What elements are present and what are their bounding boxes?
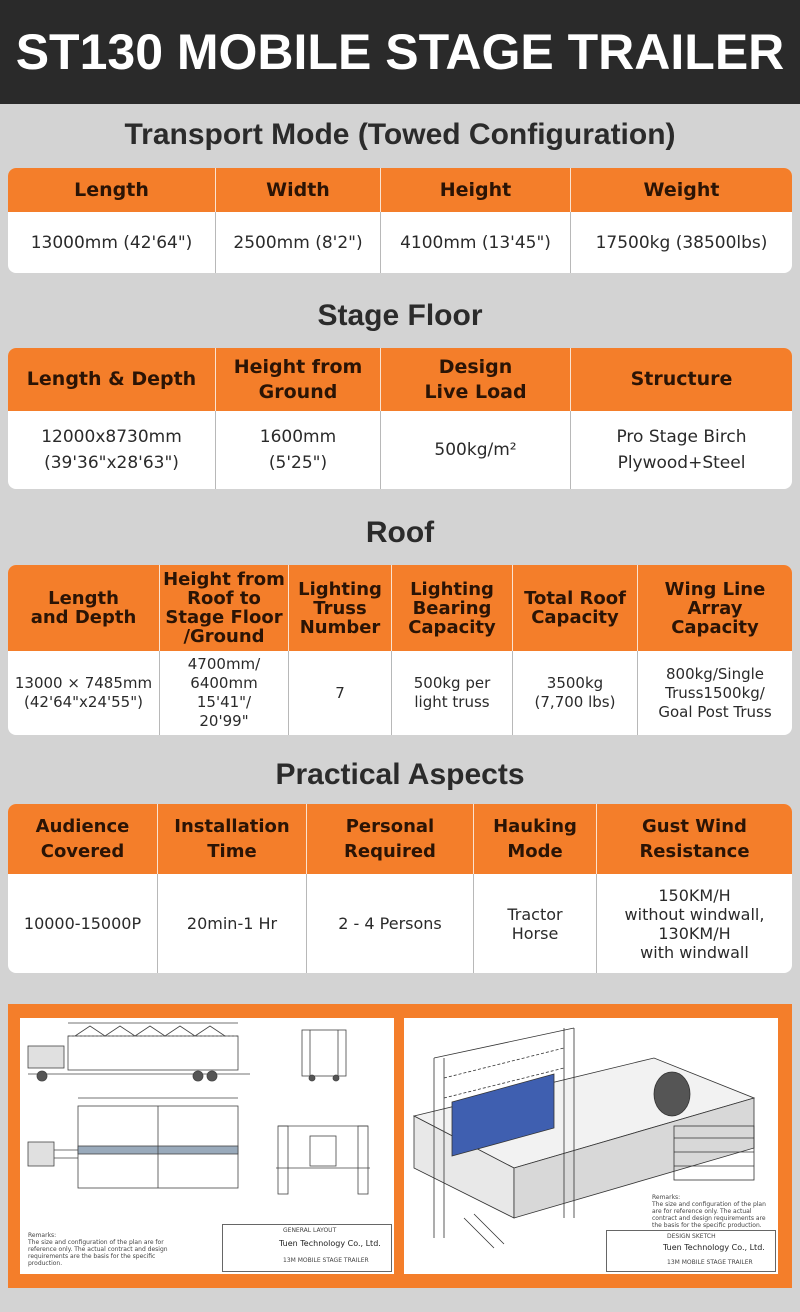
drawings-panel xyxy=(8,1004,792,1288)
transport-section-title: Transport Mode (Towed Configuration) xyxy=(124,118,676,151)
practical-section-title: Practical Aspects xyxy=(275,758,525,791)
transport-header-row xyxy=(8,168,792,212)
header-cell: Lighting Bearing Capacity xyxy=(392,565,513,651)
value-cell: 150KM/H without windwall, 130KM/H with windwall xyxy=(624,885,765,962)
header-cell: Height xyxy=(381,168,571,212)
stage-floor-value-row xyxy=(8,411,792,489)
title-banner xyxy=(0,0,800,104)
value-cell: 500kg/m² xyxy=(381,411,571,489)
roof-section-title: Roof xyxy=(365,516,435,549)
right-company-name: Tuen Technology Co., Ltd. xyxy=(663,1243,765,1252)
value-cell: 500kg per light truss xyxy=(392,651,513,735)
value-cell: Tractor Horse xyxy=(474,874,597,973)
header-cell: Height from Roof to Stage Floor /Ground xyxy=(160,565,289,651)
header-cell: Width xyxy=(216,168,381,212)
stage-floor-table xyxy=(8,348,792,489)
practical-table xyxy=(8,804,792,973)
value-cell: 7 xyxy=(289,651,392,735)
value-cell: 10000-15000P xyxy=(8,874,158,973)
header-cell: Length xyxy=(8,168,216,212)
header-cell: Length & Depth xyxy=(8,348,216,411)
stage-floor-header-row xyxy=(8,348,792,411)
header-cell: Audience Covered xyxy=(8,804,158,874)
design-sketch-drawing xyxy=(404,1018,778,1274)
header-cell: Installation Time xyxy=(158,804,307,874)
roof-table xyxy=(8,565,792,735)
header-cell: Lighting Truss Number xyxy=(289,565,392,651)
page-title: ST130 MOBILE STAGE TRAILER xyxy=(15,24,785,80)
left-drawing-name: 13M MOBILE STAGE TRAILER xyxy=(283,1257,369,1264)
header-cell: Gust Wind Resistance xyxy=(639,816,750,862)
left-remarks: Remarks: The size and configuration of the plan are for reference only. The actual contract and design requirements are the basis for the specific production. xyxy=(28,1232,168,1267)
right-drawing-name: 13M MOBILE STAGE TRAILER xyxy=(667,1259,753,1266)
right-drawing-header: DESIGN SKETCH xyxy=(667,1233,716,1240)
value-cell: 800kg/Single Truss1500kg/ Goal Post Truss xyxy=(658,664,772,721)
transport-table xyxy=(8,168,792,273)
left-company-name: Tuen Technology Co., Ltd. xyxy=(279,1239,381,1248)
practical-value-row xyxy=(8,874,792,973)
header-cell: Structure xyxy=(630,368,733,390)
value-cell: Pro Stage Birch Plywood+Steel xyxy=(616,427,747,473)
roof-value-row xyxy=(8,651,792,735)
stage-floor-section-title: Stage Floor xyxy=(317,299,483,332)
general-layout-drawing xyxy=(20,1018,394,1274)
header-cell: Weight xyxy=(643,179,720,201)
header-cell: Total Roof Capacity xyxy=(513,565,638,651)
header-cell: Length and Depth xyxy=(8,565,160,651)
value-cell: 3500kg (7,700 lbs) xyxy=(513,651,638,735)
header-cell: Wing Line Array Capacity xyxy=(664,578,766,638)
value-cell: 4700mm/ 6400mm 15'41"/ 20'99" xyxy=(160,651,289,735)
left-drawing-header: GENERAL LAYOUT xyxy=(283,1227,337,1234)
value-cell: 4100mm (13'45") xyxy=(381,212,571,273)
value-cell: 13000mm (42'64") xyxy=(8,212,216,273)
left-title-block xyxy=(222,1224,392,1272)
value-cell: 13000 × 7485mm (42'64"x24'55") xyxy=(8,651,160,735)
value-cell: 2 - 4 Persons xyxy=(307,874,474,973)
transport-value-row xyxy=(8,212,792,273)
header-cell: Personal Required xyxy=(307,804,474,874)
roof-header-row xyxy=(8,565,792,651)
practical-header-row xyxy=(8,804,792,874)
right-title-block xyxy=(606,1230,776,1272)
value-cell: 2500mm (8'2") xyxy=(216,212,381,273)
value-cell: 17500kg (38500lbs) xyxy=(595,232,768,253)
value-cell: 20min-1 Hr xyxy=(158,874,307,973)
value-cell: 1600mm (5'25") xyxy=(216,411,381,489)
header-cell: Hauking Mode xyxy=(474,804,597,874)
value-cell: 12000x8730mm (39'36"x28'63") xyxy=(8,411,216,489)
header-cell: Height from Ground xyxy=(216,348,381,411)
right-remarks: Remarks: The size and configuration of the plan are for reference only. The actual contract and design requirements are the basis for the specific production. xyxy=(652,1194,766,1229)
header-cell: Design Live Load xyxy=(381,348,571,411)
